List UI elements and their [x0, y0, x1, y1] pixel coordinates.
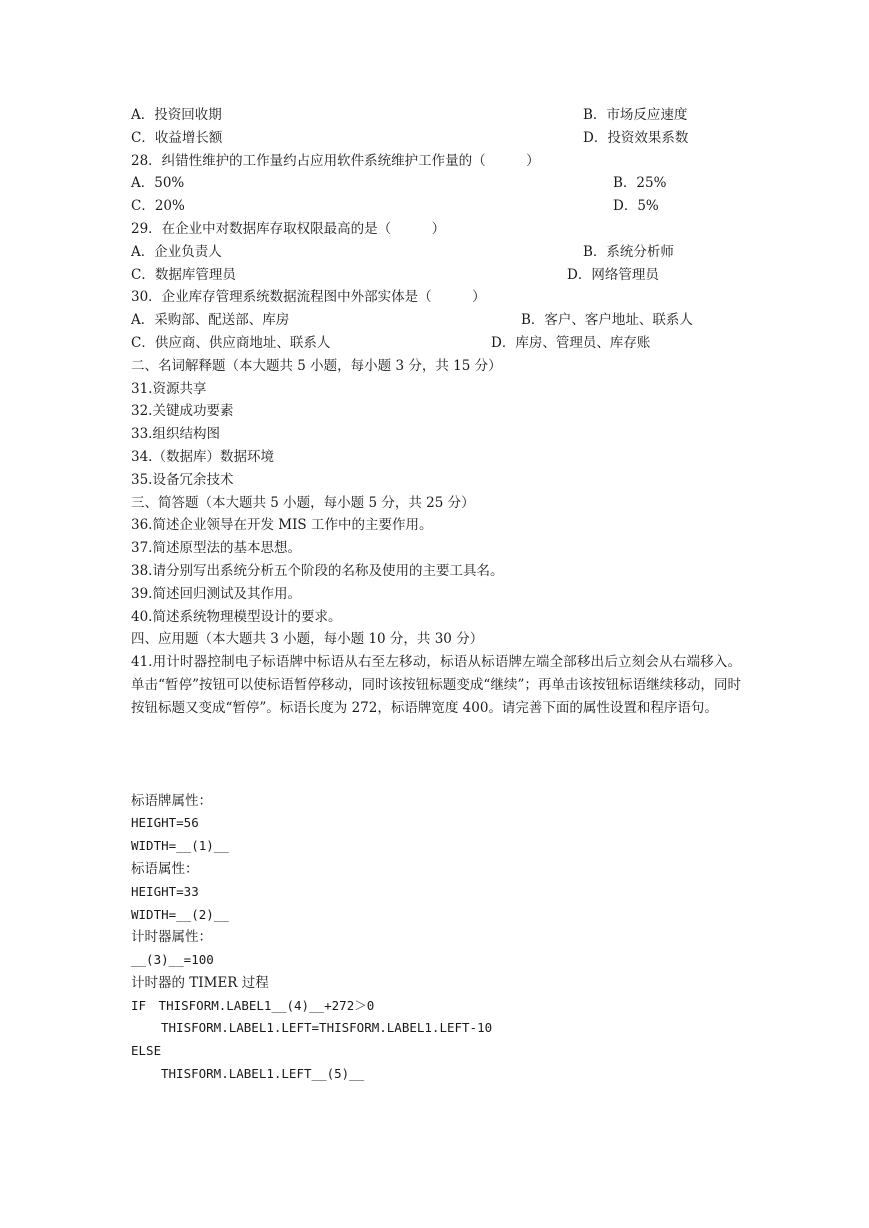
- section3-heading: 三、简答题（本大题共 5 小题，每小题 5 分，共 25 分）: [131, 494, 475, 511]
- code-line-13: THISFORM.LABEL1.LEFT__(5)__: [161, 1066, 365, 1082]
- code-line-12: ELSE: [131, 1043, 162, 1059]
- section2-item-35: 35.设备冗余技术: [131, 471, 234, 488]
- code-line-2: HEIGHT=56: [131, 815, 199, 831]
- q29-options-row-2: [131, 264, 741, 287]
- q30-stem: 30．企业库存管理系统数据流程图中外部实体是（ ）: [131, 289, 486, 306]
- code-line-6: WIDTH=__(2)__: [131, 906, 229, 922]
- section3-item-38: 38.请分别写出系统分析五个阶段的名称及使用的主要工具名。: [131, 562, 504, 579]
- q27-option-b: B．市场反应速度: [583, 107, 688, 123]
- section3-item-39: 39.简述回归测试及其作用。: [131, 585, 301, 602]
- q28-option-d: D．5%: [613, 198, 659, 215]
- section3-item-36: 36.简述企业领导在开发 MIS 工作中的主要作用。: [131, 517, 433, 534]
- code-line-4: 标语属性：: [131, 860, 199, 877]
- q28-option-a: A．50%: [131, 175, 185, 192]
- section2-item-31: 31.资源共享: [131, 380, 207, 397]
- q27-option-d: D．投资效果系数: [583, 129, 689, 146]
- q30-options-row-1: [131, 309, 741, 332]
- q28-option-b: B．25%: [613, 175, 667, 192]
- q30-option-a: A．采购部、配送部、库房: [131, 312, 290, 329]
- section3-item-40: 40.简述系统物理模型设计的要求。: [131, 608, 342, 625]
- q27-option-c: C．收益增长额: [131, 129, 223, 146]
- q29-option-c: C．数据库管理员: [131, 266, 236, 283]
- q29-stem: 29．在企业中对数据库存取权限最高的是（ ）: [131, 220, 446, 237]
- blank-space: [131, 720, 741, 790]
- section2-item-34: 34.（数据库）数据环境: [131, 448, 274, 465]
- code-line-10: IF THISFORM.LABEL1__(4)__+272＞0: [131, 997, 375, 1013]
- q28-options-row-2: [131, 195, 741, 218]
- code-line-8: __(3)__=100: [131, 952, 214, 968]
- section3-item-37: 37.简述原型法的基本思想。: [131, 540, 301, 557]
- code-line-5: HEIGHT=33: [131, 883, 199, 899]
- q29-option-d: D．网络管理员: [567, 266, 659, 283]
- q29-options-row-1: [131, 241, 741, 264]
- q29-option-b: B．系统分析师: [583, 243, 674, 260]
- q27-option-a: A．投资回收期: [131, 107, 222, 123]
- section2-item-33: 33.组织结构图: [131, 426, 220, 443]
- section2-heading: 二、名词解释题（本大题共 5 小题，每小题 3 分，共 15 分）: [131, 357, 502, 374]
- exam-content: [131, 104, 741, 1086]
- q30-option-d: D．库房、管理员、库存账: [491, 334, 651, 351]
- q30-option-c: C．供应商、供应商地址、联系人: [131, 334, 331, 351]
- q29-option-a: A．企业负责人: [131, 243, 222, 260]
- question-41-text: 41.用计时器控制电子标语牌中标语从右至左移动，标语从标语牌左端全部移出后立刻会从右端移入。单击“暂停”按钮可以使标语暂停移动，同时该按钮标题变成“继续”；再单击该按钮标语继续移动，同时按钮标题又变成“暂停”。标语长度为 272，标语牌宽度 400。请完善下面的属性设置和程序语句。: [131, 654, 741, 716]
- q28-option-c: C．20%: [131, 198, 185, 215]
- code-line-9: 计时器的 TIMER 过程: [131, 974, 269, 991]
- section4-heading: 四、应用题（本大题共 3 小题，每小题 10 分，共 30 分）: [131, 631, 484, 648]
- q28-options-row-1: [131, 172, 741, 195]
- q27-options-row-2: [131, 127, 741, 150]
- q28-stem: 28．纠错性维护的工作量约占应用软件系统维护工作量的（ ）: [131, 152, 540, 169]
- code-line-1: 标语牌属性：: [131, 792, 212, 809]
- q30-options-row-2: [131, 332, 741, 355]
- section2-item-32: 32.关键成功要素: [131, 403, 234, 420]
- code-line-11: THISFORM.LABEL1.LEFT=THISFORM.LABEL1.LEFT-10: [161, 1020, 493, 1036]
- code-line-3: WIDTH=__(1)__: [131, 838, 229, 854]
- q30-option-b: B．客户、客户地址、联系人: [521, 312, 693, 329]
- q27-options-row-1: [131, 104, 741, 127]
- code-line-7: 计时器属性：: [131, 929, 212, 946]
